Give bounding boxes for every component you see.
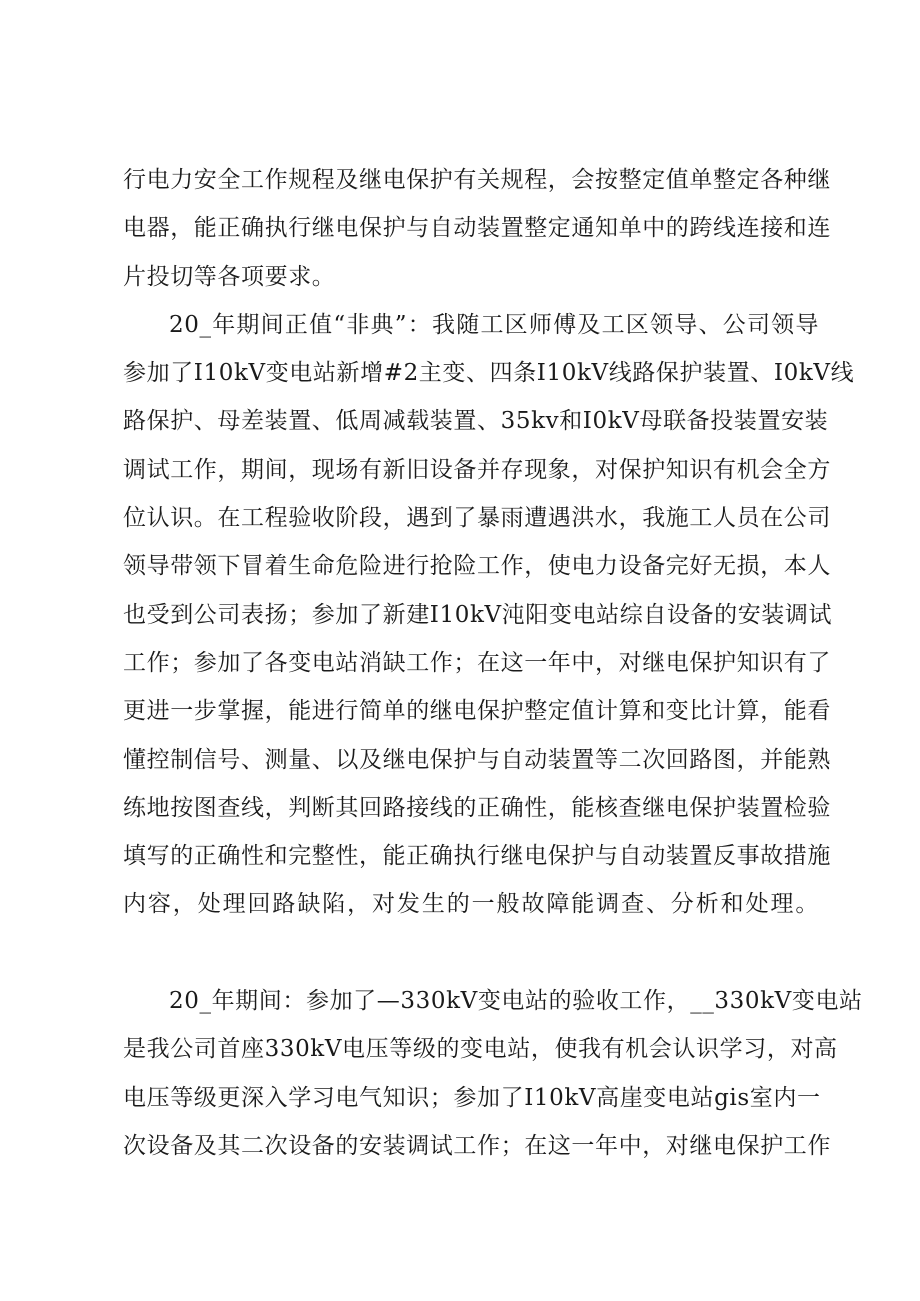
text-line: 次设备及其二次设备的安装调试工作；在这一年中，对继电保护工作 <box>123 1132 831 1159</box>
text-line <box>123 929 819 977</box>
text-line: 领导带领下冒着生命危险进行抢险工作，使电力设备完好无损，本人 <box>123 553 831 580</box>
paragraph-2 <box>123 301 855 977</box>
text-line: 20_年期间正值“非典”：我随工区师傅及工区领导、公司领导 <box>169 311 819 338</box>
text-line: 调试工作，期间，现场有新旧设备并存现象，对保护知识有机会全方 <box>123 456 831 483</box>
text-line: 行电力安全工作规程及继电保护有关规程，会按整定值单整定各种继 <box>123 167 831 193</box>
text-line: 更进一步掌握，能进行简单的继电保护整定值计算和变比计算，能看 <box>123 698 831 725</box>
text-line: 位认识。在工程验收阶段，遇到了暴雨遭遇洪水，我施工人员在公司 <box>123 505 831 532</box>
text-line: 20_年期间：参加了—330kV变电站的验收工作，__330kV变电站 <box>169 988 863 1015</box>
text-line: 是我公司首座330kV电压等级的变电站，使我有机会认识学习，对高 <box>123 1036 838 1063</box>
document-body <box>123 156 863 1170</box>
text-line: 内容，处理回路缺陷，对发生的一般故障能调查、分析和处理。 <box>123 891 819 918</box>
text-line: 练地按图查线，判断其回路接线的正确性，能核查继电保护装置检验 <box>123 794 831 821</box>
text-line: 路保护、母差装置、低周减载装置、35kv和I0kV母联备投装置安装 <box>123 408 829 435</box>
text-line: 工作；参加了各变电站消缺工作；在这一年中，对继电保护知识有了 <box>123 649 831 676</box>
text-line: 参加了I10kV变电站新增#2主变、四条I10kV线路保护装置、I0kV线 <box>123 360 855 387</box>
text-line: 片投切等各项要求。 <box>123 263 336 290</box>
paragraph-3 <box>123 977 863 1170</box>
paragraph-1 <box>123 156 831 301</box>
text-line: 电器，能正确执行继电保护与自动装置整定通知单中的跨线连接和连 <box>123 215 831 242</box>
text-line: 填写的正确性和完整性，能正确执行继电保护与自动装置反事故措施 <box>123 843 831 870</box>
text-line: 懂控制信号、测量、以及继电保护与自动装置等二次回路图，并能熟 <box>123 746 831 773</box>
text-line: 也受到公司表扬；参加了新建I10kV沌阳变电站综自设备的安装调试 <box>123 601 833 628</box>
text-line: 电压等级更深入学习电气知识；参加了I10kV高崖变电站gis室内一 <box>123 1084 821 1111</box>
